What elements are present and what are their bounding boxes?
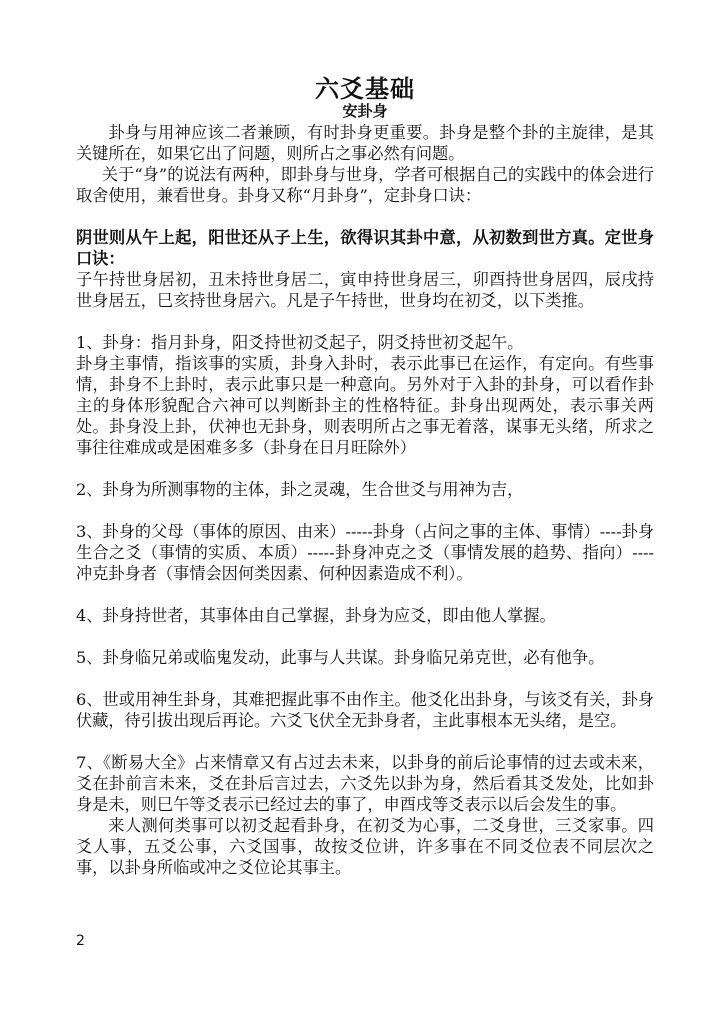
list-item-1-heading: 1、卦身：指月卦身，阳爻持世初爻起子，阴爻持世初爻起午。 [76, 333, 524, 352]
list-item-5: 5、卦身临兄弟或临鬼发动，此事与人共谋。卦身临兄弟克世，必有他争。 [76, 648, 605, 667]
section-subtitle: 安卦身 [342, 102, 388, 120]
page-title: 六爻基础 [315, 75, 415, 103]
paragraph-shi-shen-rhyme: 子午持世身居初，丑未持世身居二，寅申持世身居三，卯酉持世身居四，辰戌持世身居五，巳亥持世身居六。凡是子午持世，世身均在初爻，以下类推。 [76, 270, 654, 310]
list-item-6: 6、世或用神生卦身，其难把握此事不由作主。他爻化出卦身，与该爻有关，卦身伏藏，待引拔出现后再论。六爻飞伏全无卦身者，主此事根本无头绪，是空。 [76, 690, 654, 730]
paragraph-gua-shen-rhyme: 阴世则从午上起，阳世还从子上生，欲得识其卦中意，从初数到世方真。定世身口诀： [76, 228, 654, 268]
list-item-4: 4、卦身持世者，其事体由自己掌握，卦身为应爻，即由他人掌握。 [76, 606, 556, 625]
paragraph-intro: 卦身与用神应该二者兼顾，有时卦身更重要。卦身是整个卦的主旋律，是其关键所在，如果它出了问题，则所占之事必然有问题。 [76, 123, 654, 163]
list-item-1-body: 卦身主事情，指该事的实质，卦身入卦时，表示此事已在运作，有定向。有些事情，卦身不上卦时，表示此事只是一种意向。另外对于入卦的卦身，可以看作卦主的身体形貌配合六神可以判断卦主的性格特征。卦身出现两处，表示事关两处。卦身没上卦，伏神也无卦身，则表明所占之事无着落，谋事无头绪，所求之事往往难成或是困难多多（卦身在日月旺除外） [76, 354, 654, 457]
list-item-2: 2、卦身为所测事物的主体，卦之灵魂，生合世爻与用神为吉， [76, 480, 524, 499]
paragraph-two-views: 关于“身”的说法有两种，即卦身与世身，学者可根据自己的实践中的体会进行取舍使用，兼看世身。卦身又称“月卦身”，定卦身口诀： [76, 165, 654, 205]
page-number: 2 [76, 933, 85, 949]
list-item-7: 7、《断易大全》占来情章又有占过去未来，以卦身的前后论事情的过去或未来，爻在卦前言未来，爻在卦后言过去，六爻先以卦为身，然后看其爻发处，比如卦身是未，则巳午等爻表示已经过去的事了，申酉戌等爻表示以后会发生的事。 [76, 753, 654, 814]
list-item-7-continuation: 来人测何类事可以初爻起看卦身，在初爻为心事，二爻身世，三爻家事。四爻人事，五爻公事，六爻国事，故按爻位讲，许多事在不同爻位表不同层次之事，以卦身所临或冲之爻位论其事主。 [76, 816, 654, 877]
list-item-3: 3、卦身的父母（事体的原因、由来）-----卦身（占问之事的主体、事情）----卦身生合之爻（事情的实质、本质）-----卦身冲克之爻（事情发展的趋势、指向）----冲克卦身者（事情会因何类因素、何种因素造成不利）。 [76, 522, 654, 583]
document-body [76, 76, 654, 878]
